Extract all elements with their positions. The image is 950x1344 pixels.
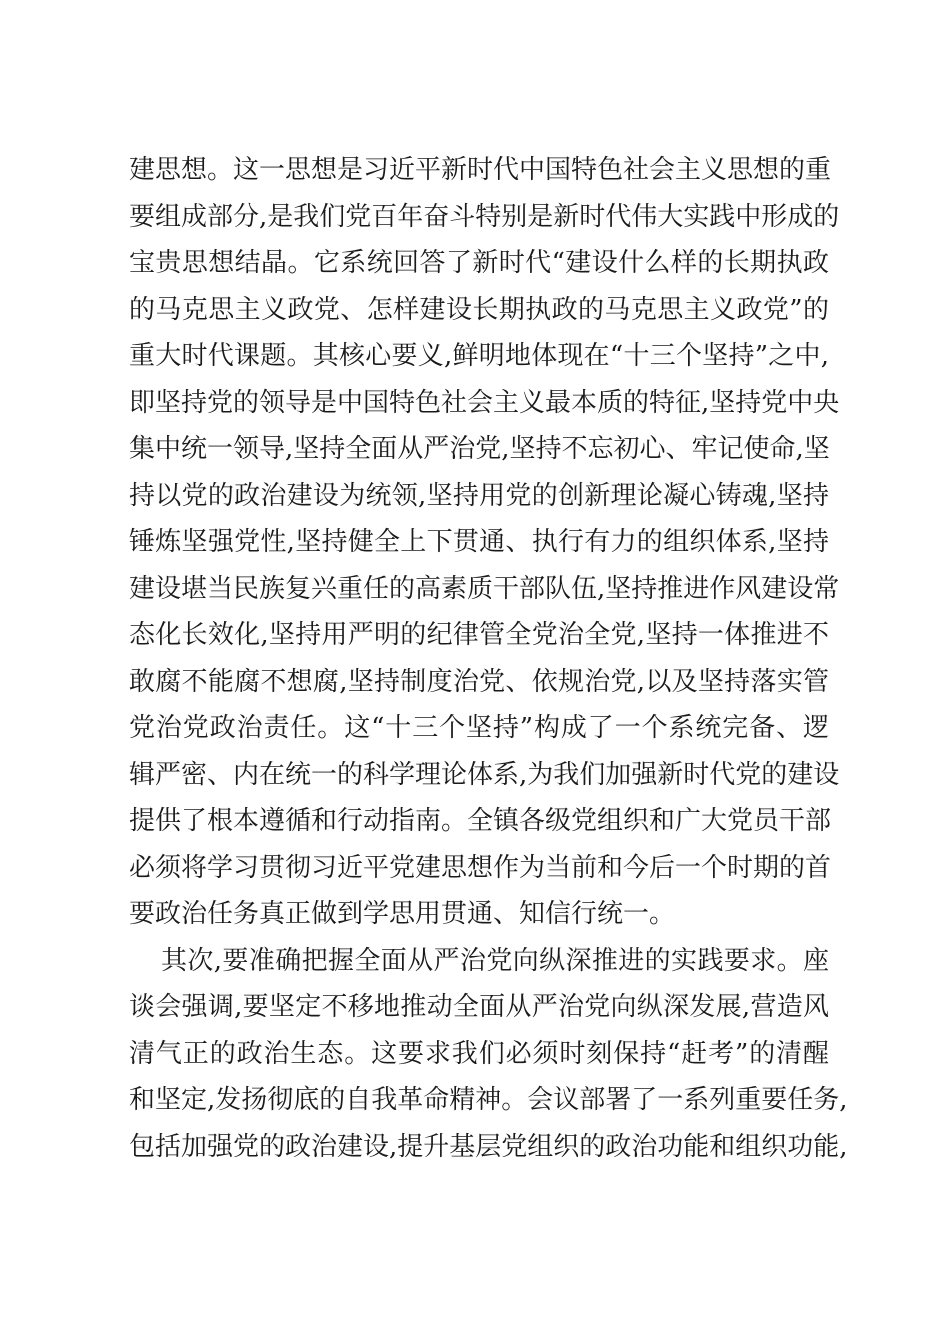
paragraph-2	[129, 938, 848, 1171]
text-line: 的马克思主义政党、怎样建设长期执政的马克思主义政党”的	[129, 294, 829, 325]
text-line: 辑严密、内在统一的科学理论体系,为我们加强新时代党的建设	[129, 759, 840, 790]
text-line: 敢腐不能腐不想腐,坚持制度治党、依规治党,以及坚持落实管	[129, 666, 829, 697]
text-line: 要政治任务真正做到学思用贯通、知信行统一。	[129, 899, 676, 929]
text-line: 清气正的政治生态。这要求我们必须时刻保持“赶考”的清醒	[129, 1038, 829, 1069]
text-line: 党治党政治责任。这“十三个坚持”构成了一个系统完备、逻	[129, 713, 829, 743]
text-line: 宝贵思想结晶。它系统回答了新时代“建设什么样的长期执政	[129, 248, 829, 278]
text-line: 其次,要准确把握全面从严治党向纵深推进的实践要求。座	[161, 945, 829, 976]
text-line: 持以党的政治建设为统领,坚持用党的创新理论凝心铸魂,坚持	[129, 480, 829, 511]
text-line: 和坚定,发扬彻底的自我革命精神。会议部署了一系列重要任务,	[129, 1085, 848, 1115]
text-line: 必须将学习贯彻习近平党建思想作为当前和今后一个时期的首	[129, 852, 832, 883]
text-line: 建设堪当民族复兴重任的高素质干部队伍,坚持推进作风建设常	[129, 573, 840, 604]
text-line: 集中统一领导,坚持全面从严治党,坚持不忘初心、牢记使命,坚	[129, 434, 830, 464]
paragraph-1	[129, 147, 840, 938]
text-line: 态化长效化,坚持用严明的纪律管全党治全党,坚持一体推进不	[129, 620, 829, 650]
text-line: 即坚持党的领导是中国特色社会主义最本质的特征,坚持党中央	[129, 387, 840, 418]
text-line: 锤炼坚强党性,坚持健全上下贯通、执行有力的组织体系,坚持	[129, 527, 829, 557]
text-line: 谈会强调,要坚定不移地推动全面从严治党向纵深发展,营造风	[129, 992, 829, 1022]
text-line: 重大时代课题。其核心要义,鲜明地体现在“十三个坚持”之中,	[129, 341, 829, 371]
text-line: 要组成部分,是我们党百年奋斗特别是新时代伟大实践中形成的	[129, 201, 840, 232]
text-line: 包括加强党的政治建设,提升基层党组织的政治功能和组织功能,	[129, 1131, 848, 1162]
text-line: 建思想。这一思想是习近平新时代中国特色社会主义思想的重	[129, 155, 832, 185]
document-body	[129, 147, 848, 1170]
text-line: 提供了根本遵循和行动指南。全镇各级党组织和广大党员干部	[129, 806, 832, 836]
